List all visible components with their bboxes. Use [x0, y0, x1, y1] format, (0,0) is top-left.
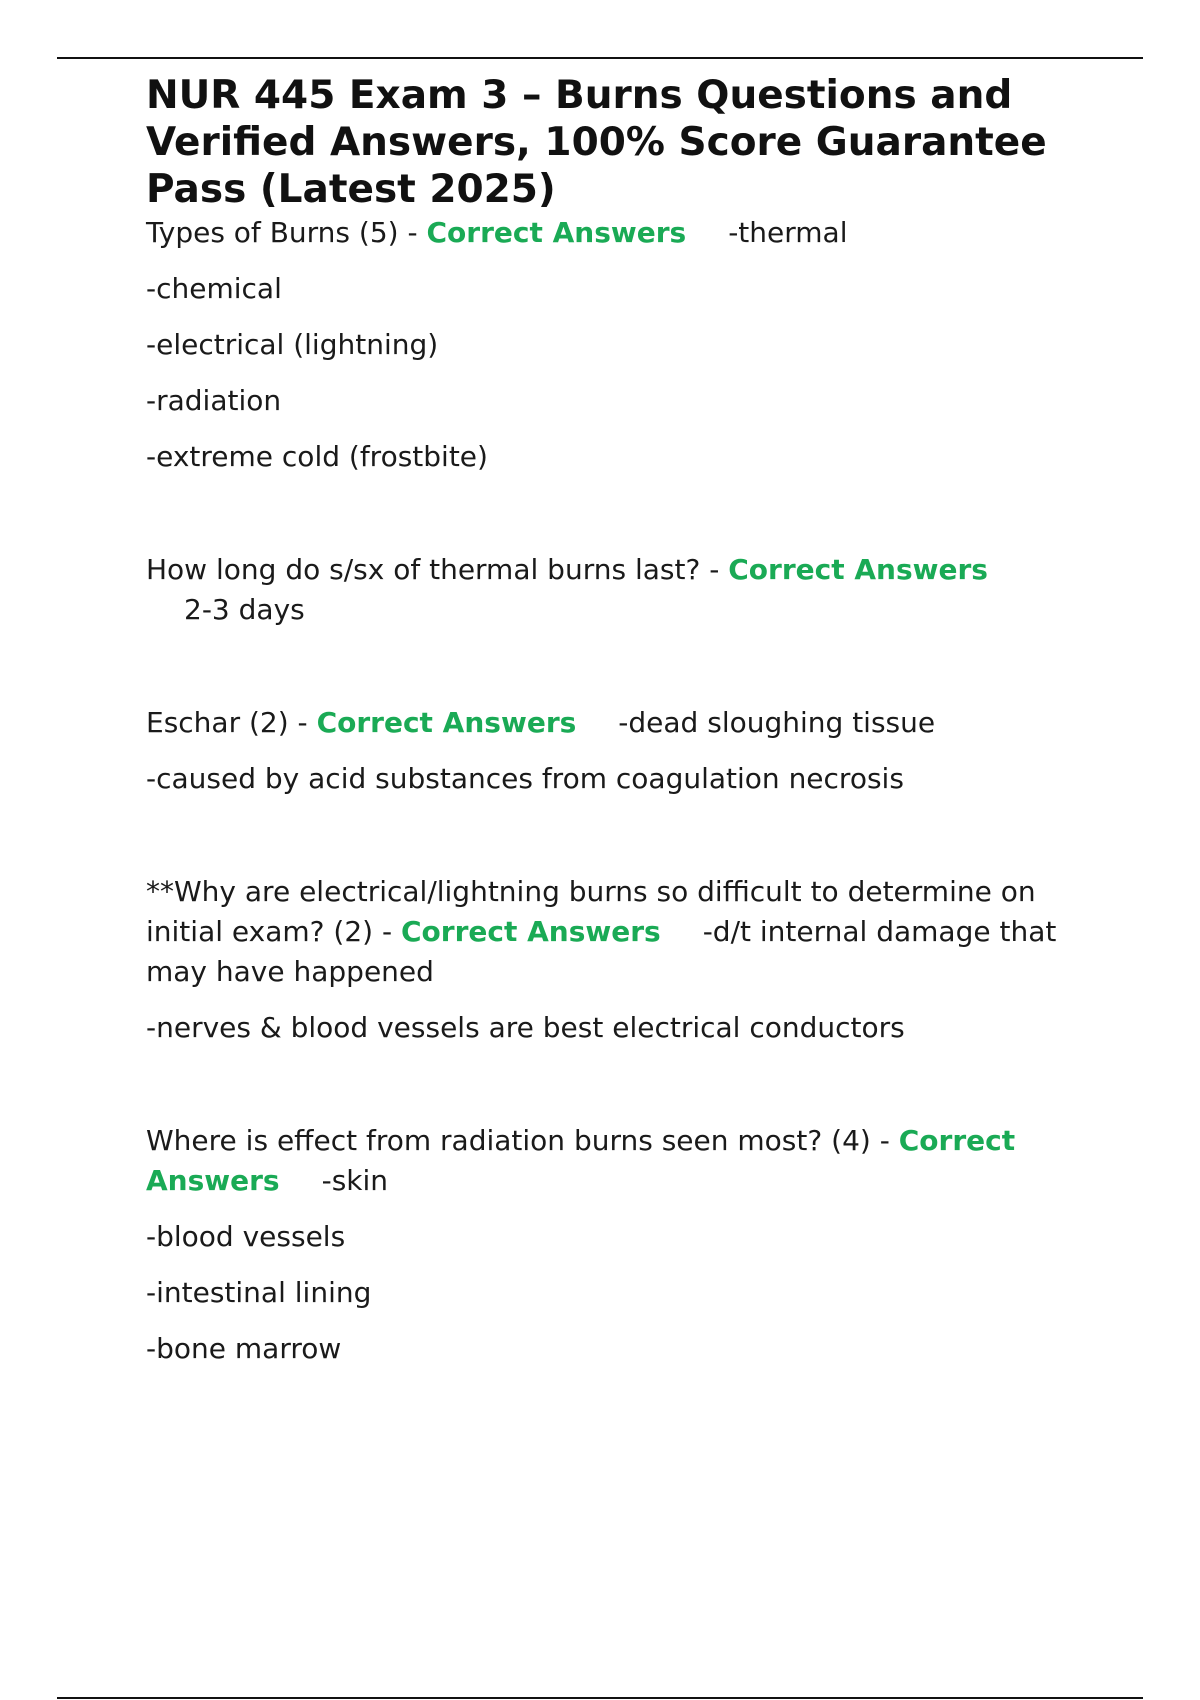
qa-item-types-of-burns: [146, 213, 1096, 477]
answer-text: -dead sloughing tissue: [618, 706, 936, 739]
question-text: **Why are electrical/lightning burns so difficult to determine on initial exam? (2) -: [146, 875, 1036, 948]
question-text: Eschar (2) -: [146, 706, 317, 739]
question-line: [146, 213, 1096, 253]
correct-answers-label: Correct Answers: [426, 216, 687, 249]
document-body: [146, 72, 1096, 1369]
qa-item-radiation-burns: [146, 1121, 1096, 1369]
answer-text: -skin: [321, 1164, 389, 1197]
top-divider: [57, 57, 1143, 59]
answer-line: -blood vessels: [146, 1220, 346, 1253]
answer-line: -extreme cold (frostbite): [146, 440, 488, 473]
question-line: [146, 550, 1096, 630]
question-text: How long do s/sx of thermal burns last? -: [146, 553, 729, 586]
answer-line: -intestinal lining: [146, 1276, 372, 1309]
answer-text: -d/t internal damage that may have happened: [146, 915, 1057, 988]
question-line: [146, 1121, 1096, 1201]
answer-line: -nerves & blood vessels are best electrical conductors: [146, 1011, 905, 1044]
correct-answers-label: Correct Answers: [400, 915, 661, 948]
answer-line: -bone marrow: [146, 1332, 342, 1365]
qa-item-eschar: [146, 703, 1096, 799]
correct-answers-label: Correct Answers: [316, 706, 577, 739]
answer-line: -radiation: [146, 384, 282, 417]
answer-line: -chemical: [146, 272, 282, 305]
question-text: Types of Burns (5) -: [146, 216, 427, 249]
question-line: [146, 872, 1096, 992]
qa-item-electrical-burns: [146, 872, 1096, 1048]
document-title: NUR 445 Exam 3 – Burns Questions and Verified Answers, 100% Score Guarantee Pass (Latest 2025): [146, 73, 1047, 212]
answer-text: -thermal: [728, 216, 848, 249]
answer-line: -electrical (lightning): [146, 328, 439, 361]
bottom-divider: [57, 1697, 1143, 1699]
qa-item-thermal-duration: [146, 550, 1096, 630]
question-line: [146, 703, 1096, 743]
correct-answers-label: Correct Answers: [728, 553, 988, 586]
answer-text: 2-3 days: [184, 593, 305, 626]
correct-answers-label: Correct Answers: [146, 1124, 1016, 1197]
answer-line: -caused by acid substances from coagulation necrosis: [146, 762, 904, 795]
question-text: Where is effect from radiation burns seen most? (4) -: [146, 1124, 899, 1157]
